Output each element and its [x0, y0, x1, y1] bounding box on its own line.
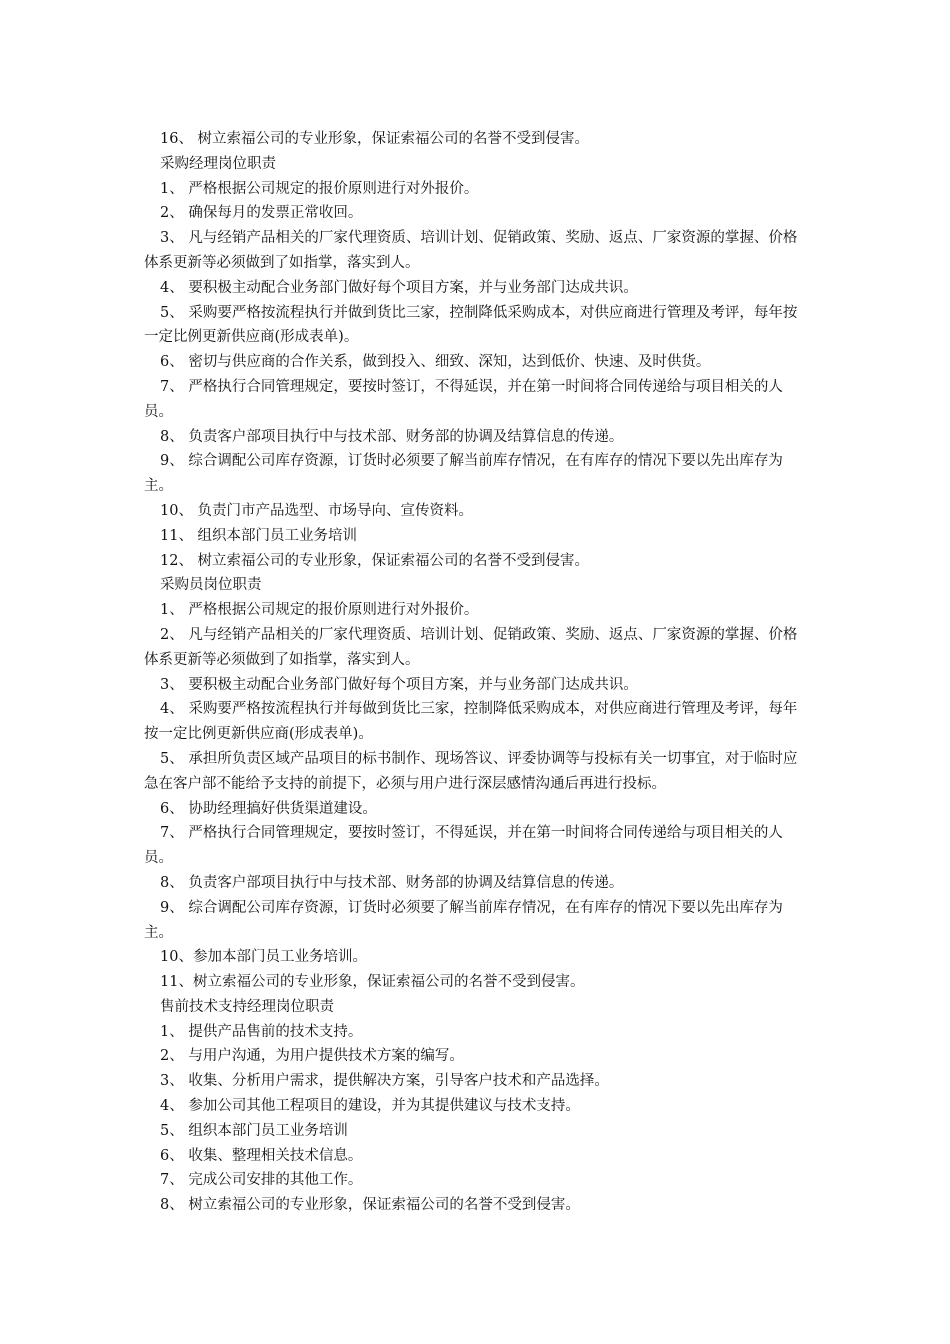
paragraph: 5、 采购要严格按流程执行并做到货比三家，控制降低采购成本，对供应商进行管理及考评，每年按一定比例更新供应商(形成表单)。: [144, 304, 798, 346]
paragraph: 3、 凡与经销产品相关的厂家代理资质、培训计划、促销政策、奖励、返点、厂家资源的掌握、价格体系更新等必须做到了如指掌，落实到人。: [144, 230, 798, 271]
paragraph: 1、 严格根据公司规定的报价原则进行对外报价。: [160, 180, 479, 197]
paragraph: 11、 组织本部门员工业务培训: [160, 527, 358, 544]
paragraph: 11、树立索福公司的专业形象，保证索福公司的名誉不受到侵害。: [160, 974, 585, 991]
paragraph: 5、 承担所负责区域产品项目的标书制作、现场答议、评委协调等与投标有关一切事宜，对于临时应急在客户部不能给予支持的前提下，必须与用户进行深层感情沟通后再进行投标。: [144, 750, 798, 792]
paragraph: 4、 要积极主动配合业务部门做好每个项目方案，并与业务部门达成共识。: [160, 279, 638, 296]
paragraph: 7、 严格执行合同管理规定，要按时签订，不得延误，并在第一时间将合同传递给与项目相关的人员。: [144, 378, 783, 420]
paragraph: 7、 严格执行合同管理规定，要按时签订，不得延误，并在第一时间将合同传递给与项目相关的人员。: [144, 825, 783, 867]
paragraph: 10、参加本部门员工业务培训。: [160, 949, 367, 966]
paragraph: 5、 组织本部门员工业务培训: [160, 1122, 348, 1139]
paragraph: 3、 收集、分析用户需求，提供解决方案，引导客户技术和产品选择。: [160, 1073, 609, 1090]
paragraph: 1、 严格根据公司规定的报价原则进行对外报价。: [160, 602, 479, 619]
paragraph: 4、 参加公司其他工程项目的建设，并为其提供建议与技术支持。: [160, 1098, 580, 1115]
paragraph: 9、 综合调配公司库存资源，订货时必须要了解当前库存情况，在有库存的情况下要以先出库存为主。: [144, 899, 783, 941]
section-title: 采购员岗位职责: [160, 577, 262, 594]
paragraph: 16、 树立索福公司的专业形象，保证索福公司的名誉不受到侵害。: [160, 131, 590, 147]
document-body: [144, 127, 808, 1218]
paragraph: 2、 与用户沟通，为用户提供技术方案的编写。: [160, 1048, 464, 1065]
paragraph: 3、 要积极主动配合业务部门做好每个项目方案，并与业务部门达成共识。: [160, 676, 638, 693]
paragraph: 2、 确保每月的发票正常收回。: [160, 205, 363, 222]
paragraph: 8、 负责客户部项目执行中与技术部、财务部的协调及结算信息的传递。: [160, 428, 624, 445]
paragraph: 12、 树立索福公司的专业形象，保证索福公司的名誉不受到侵害。: [160, 552, 590, 569]
paragraph: 7、 完成公司安排的其他工作。: [160, 1172, 363, 1189]
paragraph: 8、 树立索福公司的专业形象，保证索福公司的名誉不受到侵害。: [160, 1197, 580, 1214]
paragraph: 6、 收集、整理相关技术信息。: [160, 1147, 363, 1164]
paragraph: 10、 负责门市产品选型、市场导向、宣传资料。: [160, 502, 474, 519]
paragraph: 2、 凡与经销产品相关的厂家代理资质、培训计划、促销政策、奖励、返点、厂家资源的掌握、价格体系更新等必须做到了如指掌，落实到人。: [144, 626, 798, 668]
paragraph: 6、 协助经理搞好供货渠道建设。: [160, 800, 377, 817]
paragraph: 4、 采购要严格按流程执行并每做到货比三家，控制降低采购成本，对供应商进行管理及考评，每年按一定比例更新供应商(形成表单)。: [144, 701, 798, 743]
section-title: 采购经理岗位职责: [160, 155, 276, 172]
paragraph: 1、 提供产品售前的技术支持。: [160, 1023, 363, 1040]
paragraph: 8、 负责客户部项目执行中与技术部、财务部的协调及结算信息的传递。: [160, 874, 624, 891]
paragraph: 9、 综合调配公司库存资源，订货时必须要了解当前库存情况，在有库存的情况下要以先出库存为主。: [144, 453, 783, 495]
section-title: 售前技术支持经理岗位职责: [160, 998, 334, 1015]
paragraph: 6、 密切与供应商的合作关系，做到投入、细致、深知，达到低价、快速、及时供货。: [160, 354, 711, 371]
